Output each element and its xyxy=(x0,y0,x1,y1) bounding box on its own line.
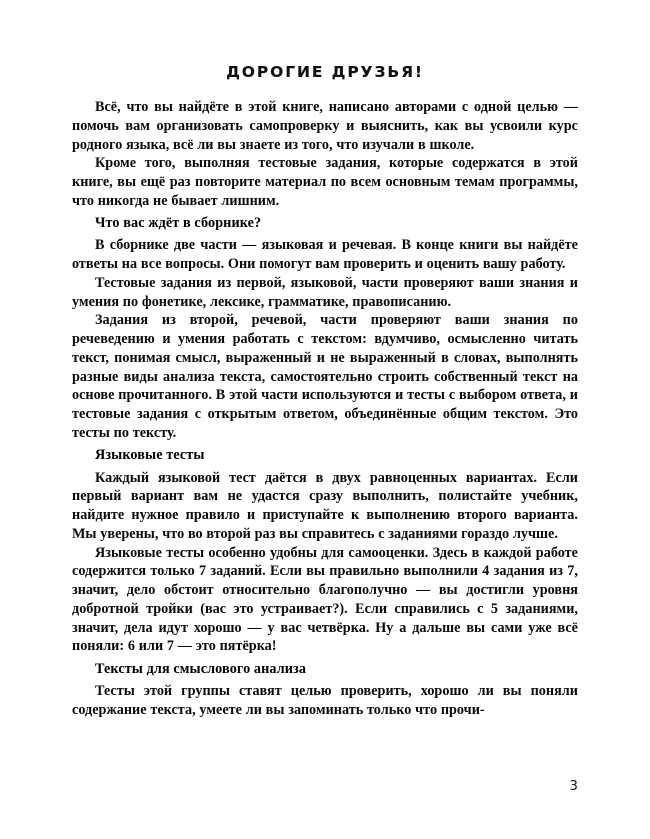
paragraph-two-variants: Каждый языковой тест даётся в двух равноценных вариантах. Если первый вариант вам не удастся сразу выполнить, полистайте учебник, найдите нужное правило и приступайте к выполнению второго варианта. Мы уверены, что во второй раз вы справитесь с заданиями гораздо лучше. xyxy=(72,469,578,542)
intro-paragraph-1: Всё, что вы найдёте в этой книге, написано авторами с одной целью — помочь вам организовать самопроверку и выяснить, как вы усвоили курс родного языка, всё ли вы знаете из того, что изучали в школе. xyxy=(72,99,578,153)
paragraph-first-part: Тестовые задания из первой, языковой, части проверяют ваши знания и умения по фонетике, лексике, грамматике, правописанию. xyxy=(72,274,578,310)
heading-semantic-analysis-texts: Тексты для смыслового анализа xyxy=(95,660,307,677)
paragraph-two-parts: В сборнике две части — языковая и речевая. В конце книги вы найдёте ответы на все вопросы. Они помогут вам проверить и оценить вашу работу. xyxy=(72,237,578,273)
paragraph-self-assessment: Языковые тесты особенно удобны для самооценки. Здесь в каждой работе содержится только 7 заданий. Если вы правильно выполнили 4 задания из 7, значит, дело обстоит относительно благополучно — вы достигли уровня добротной тройки (вас это устраивает?). Если справились с 5 заданиями, значит, дела идут хорошо — у вас четвёрка. Ну а дальше вы сами уже всё поняли: 6 или 7 — это пятёрка! xyxy=(72,544,578,655)
page-number: 3 xyxy=(569,778,578,794)
heading-what-awaits: Что вас ждёт в сборнике? xyxy=(95,215,262,232)
paragraph-group-tests: Тесты этой группы ставят целью проверить, хорошо ли вы поняли содержание текста, умеете ли вы запоминать только что прочи- xyxy=(72,683,578,718)
intro-paragraph-2: Кроме того, выполняя тестовые задания, которые содержатся в этой книге, вы ещё раз повторите материал по всем основным темам программы, что никогда не бывает лишним. xyxy=(72,155,578,209)
paragraph-second-part: Задания из второй, речевой, части проверяют ваши знания по речеведению и умения работать с текстом: вдумчиво, осмысленно читать текст, понимая смысл, выраженный и не выраженный в словах, выполнять разные виды анализа текста, самостоятельно строить собственный текст на основе прочитанного. В этой части используются и тесты с выбором ответа, и тестовые задания с открытым ответом, объединённые общим текстом. Это тесты по тексту. xyxy=(72,312,578,441)
heading-language-tests: Языковые тесты xyxy=(95,447,205,464)
page-title: ДОРОГИЕ ДРУЗЬЯ! xyxy=(226,63,424,82)
body-text-column xyxy=(72,98,578,720)
